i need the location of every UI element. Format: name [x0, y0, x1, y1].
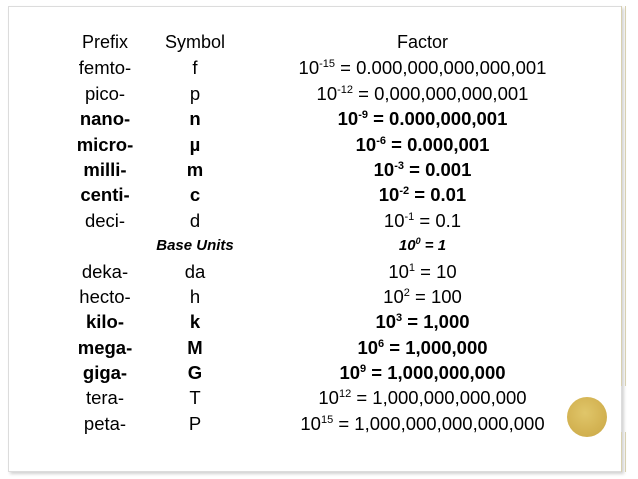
table-row [40, 233, 580, 258]
factor-base: 10 [378, 184, 400, 206]
factor-base: 10 [355, 133, 377, 155]
table-header-row [40, 30, 580, 55]
symbol-text: Base Units [156, 237, 234, 255]
symbol-text: p [189, 82, 201, 104]
factor-exponent: 15 [320, 413, 334, 426]
factor-cell [265, 309, 580, 334]
prefix-text: deci- [84, 209, 126, 231]
prefix-text: mega- [77, 336, 133, 358]
decorative-rail-line [621, 6, 622, 386]
factor-value: = 1,000,000,000,000,000 [333, 412, 545, 434]
factor-value: = 0.000,001 [385, 133, 490, 155]
factor-value: = 1,000,000,000,000 [351, 387, 527, 409]
factor-value: = 0.000,000,000,000,001 [335, 57, 547, 79]
header-symbol: Symbol [164, 32, 226, 52]
factor-base: 10 [316, 82, 338, 104]
prefix-text: centi- [80, 184, 130, 206]
factor-value: = 1,000,000,000 [366, 362, 506, 384]
prefix-text: pico- [84, 82, 126, 104]
prefix-text: tera- [85, 387, 125, 409]
prefix-text: deka- [81, 260, 129, 282]
symbol-text: k [189, 311, 201, 333]
factor-base: 10 [300, 412, 321, 434]
symbol-text: f [192, 57, 198, 79]
factor-exponent: -1 [404, 210, 415, 223]
table-row [40, 106, 580, 131]
factor-exponent: 1 [408, 261, 416, 274]
factor-base: 10 [383, 285, 404, 307]
header-factor: Factor [396, 32, 448, 52]
symbol-text: d [189, 209, 201, 231]
table-row [40, 132, 580, 157]
symbol-text: P [188, 412, 202, 434]
factor-cell [265, 385, 580, 410]
factor-cell [265, 259, 580, 284]
factor-exponent: 6 [378, 337, 385, 350]
factor-base: 10 [383, 209, 405, 231]
symbol-cell [135, 335, 255, 360]
prefix-text: kilo- [85, 311, 125, 333]
symbol-text: M [187, 336, 203, 358]
factor-cell [265, 157, 580, 182]
factor-cell [265, 233, 580, 258]
table-row [40, 284, 580, 309]
symbol-cell [135, 385, 255, 410]
symbol-cell [135, 309, 255, 334]
prefix-text: femto- [78, 57, 132, 79]
symbol-text: h [189, 285, 201, 307]
factor-exponent: 3 [396, 312, 403, 325]
decorative-rail-line [625, 6, 626, 386]
factor-base: 10 [298, 57, 320, 79]
factor-base: 10 [339, 362, 361, 384]
symbol-cell [135, 284, 255, 309]
factor-cell [265, 411, 580, 436]
factor-value: = 1,000,000 [384, 336, 488, 358]
factor-base: 10 [388, 260, 409, 282]
prefix-text: giga- [82, 362, 128, 384]
factor-value: = 0.1 [414, 209, 462, 231]
factor-base: 10 [375, 311, 397, 333]
table-body [40, 55, 580, 436]
table-row [40, 411, 580, 436]
table-row [40, 81, 580, 106]
factor-exponent: -6 [376, 134, 386, 147]
factor-cell [265, 55, 580, 80]
factor-value: = 1 [420, 237, 447, 255]
symbol-text: da [184, 260, 206, 282]
factor-exponent: 2 [403, 286, 410, 299]
table-row [40, 182, 580, 207]
table-row [40, 335, 580, 360]
symbol-cell [135, 182, 255, 207]
factor-base: 10 [398, 237, 416, 255]
factor-value: = 100 [409, 285, 462, 307]
factor-cell [265, 335, 580, 360]
table-row [40, 259, 580, 284]
symbol-text: T [189, 387, 201, 409]
factor-value: = 0,000,000,000,001 [353, 82, 529, 104]
factor-cell [265, 81, 580, 106]
factor-base: 10 [373, 158, 395, 180]
factor-exponent: -2 [399, 185, 410, 198]
factor-cell [265, 208, 580, 233]
table-row [40, 385, 580, 410]
factor-exponent: 12 [338, 388, 352, 401]
symbol-cell [135, 157, 255, 182]
prefix-text: hecto- [79, 285, 131, 307]
factor-exponent: -15 [319, 58, 336, 71]
factor-cell [265, 182, 580, 207]
symbol-cell [135, 208, 255, 233]
symbol-cell [135, 259, 255, 284]
factor-cell [265, 360, 580, 385]
symbol-cell [135, 233, 255, 258]
table-row [40, 208, 580, 233]
factor-exponent: 9 [360, 362, 367, 375]
table-row [40, 360, 580, 385]
factor-value: = 0.000,000,001 [367, 108, 508, 130]
factor-base: 10 [337, 108, 359, 130]
decorative-rail-line [621, 432, 622, 472]
symbol-text: G [187, 362, 203, 384]
factor-exponent: -3 [394, 159, 404, 172]
prefix-text: milli- [83, 158, 127, 180]
factor-cell [265, 284, 580, 309]
symbol-text: m [186, 158, 204, 180]
factor-value: = 10 [415, 260, 457, 282]
symbol-cell [135, 132, 255, 157]
table-row [40, 157, 580, 182]
symbol-cell [135, 360, 255, 385]
prefix-text: nano- [79, 108, 131, 130]
factor-base: 10 [318, 387, 339, 409]
factor-value: = 0.001 [403, 158, 472, 180]
decorative-rail-line [625, 432, 626, 472]
symbol-text: µ [189, 133, 201, 155]
symbol-cell [135, 411, 255, 436]
symbol-text: n [189, 108, 201, 130]
header-prefix: Prefix [81, 32, 128, 52]
factor-cell [265, 106, 580, 131]
symbol-cell [135, 106, 255, 131]
factor-exponent: -9 [358, 109, 368, 122]
prefix-text: peta- [83, 412, 127, 434]
metric-prefix-table [40, 30, 580, 436]
factor-exponent: -12 [337, 83, 354, 96]
symbol-cell [135, 81, 255, 106]
factor-cell [265, 132, 580, 157]
table-row [40, 309, 580, 334]
factor-exponent: 0 [415, 236, 421, 247]
factor-value: = 1,000 [402, 311, 470, 333]
symbol-text: c [189, 184, 201, 206]
symbol-cell [135, 55, 255, 80]
factor-base: 10 [357, 336, 379, 358]
table-row [40, 55, 580, 80]
prefix-text: micro- [76, 133, 134, 155]
factor-value: = 0.01 [409, 184, 467, 206]
